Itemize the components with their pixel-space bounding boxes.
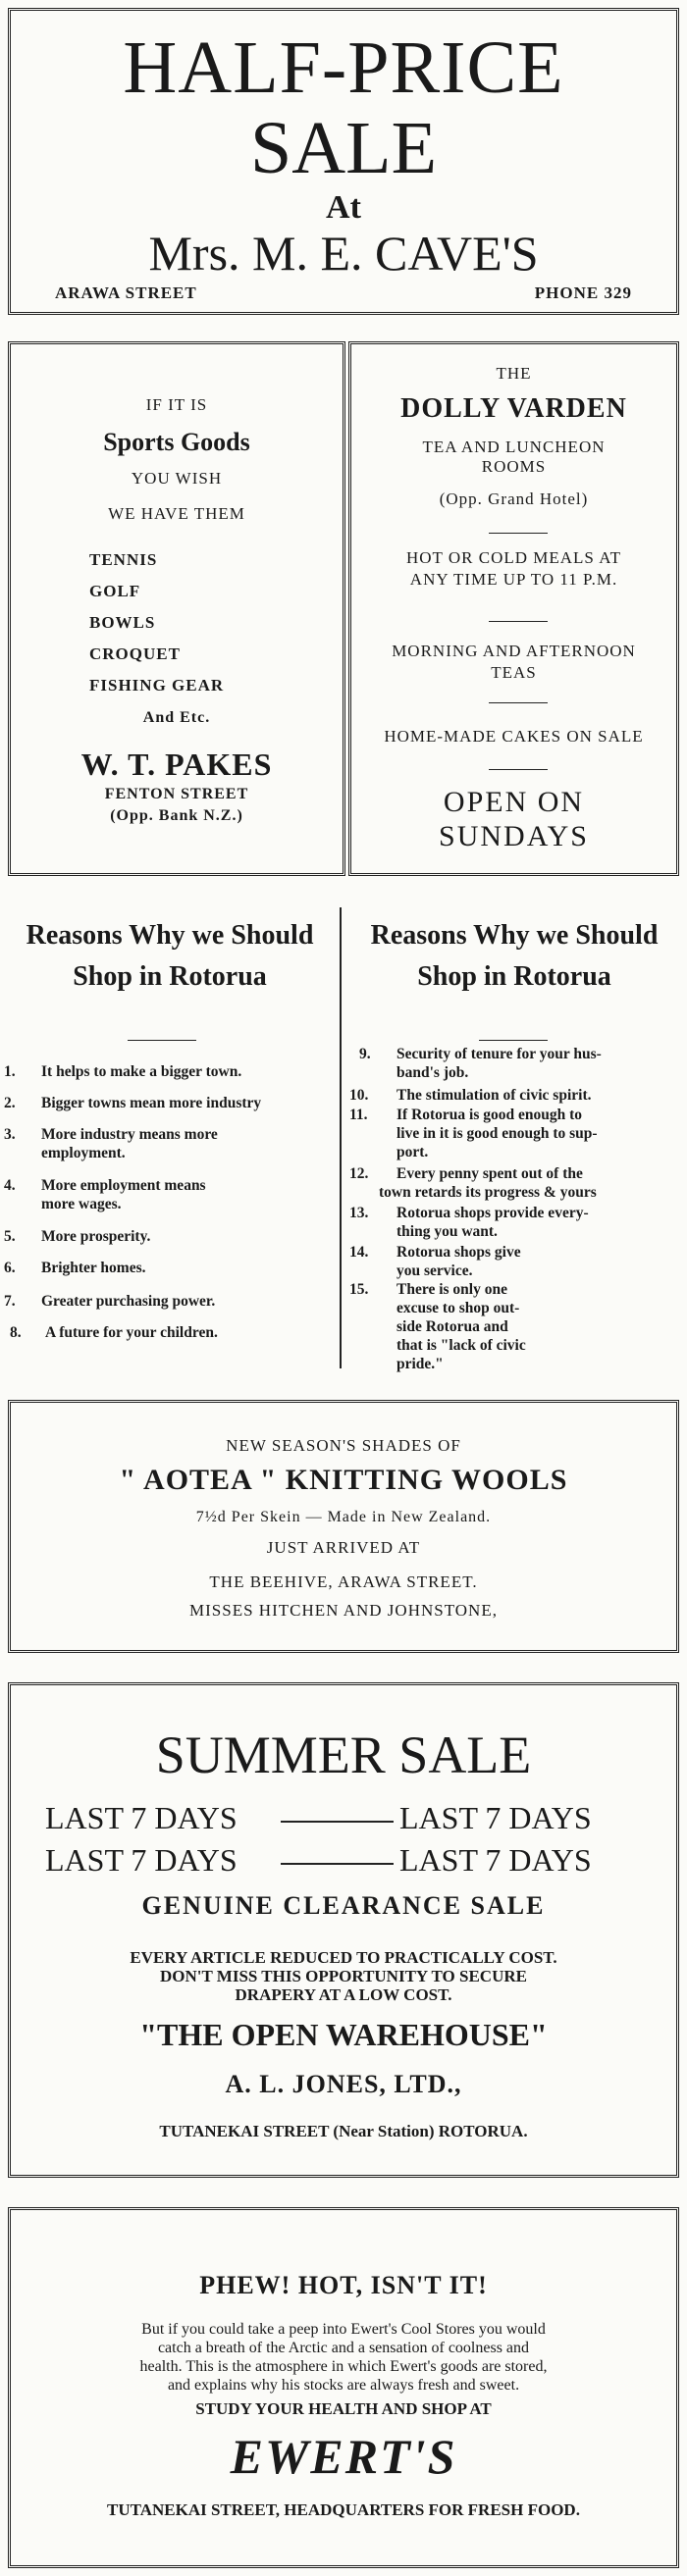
address-text: TUTANEKAI STREET (Near Station) ROTORUA. (159, 2122, 528, 2140)
reason-text: More employment means (41, 1177, 206, 1194)
divider-rule (489, 621, 548, 622)
reason-text: town retards its progress & yours (379, 1184, 597, 1201)
phew-body-3: health. This is the atmosphere in which Ewert's goods are stored, (139, 2358, 548, 2375)
item-tennis: TENNIS (89, 550, 158, 569)
item-fishing-gear: FISHING GEAR (89, 676, 225, 695)
divider-rule (479, 1040, 548, 1041)
ewerts-ad (8, 2207, 679, 2568)
reasons-left-column (0, 907, 340, 1368)
reason-text: The stimulation of civic spirit. (396, 1087, 592, 1104)
reason-text: Rotorua shops provide every- (396, 1205, 589, 1221)
aotea-headline: " AOTEA " KNITTING WOOLS (119, 1464, 568, 1496)
reason-text: Security of tenure for your hus- (396, 1046, 602, 1062)
divider-rule (489, 702, 548, 703)
meals-line-1: HOT OR COLD MEALS AT (406, 548, 621, 567)
reason-text: more wages. (41, 1196, 122, 1212)
arrived-text: JUST ARRIVED AT (266, 1538, 421, 1557)
reason-text: band's job. (396, 1064, 469, 1081)
reason-text: More prosperity. (41, 1228, 151, 1245)
last-days-text: LAST 7 DAYS (399, 1842, 592, 1878)
study-text: STUDY YOUR HEALTH AND SHOP AT (195, 2399, 492, 2418)
home-made-cakes-text: HOME-MADE CAKES ON SALE (384, 727, 644, 746)
reason-text: excuse to shop out- (396, 1300, 520, 1316)
cave-sale-ad (8, 8, 679, 315)
reasons-title-line-1: Reasons Why we Should (26, 920, 314, 951)
reason-text: that is "lack of civic (396, 1337, 526, 1354)
open-warehouse-text: "THE OPEN WAREHOUSE" (139, 2017, 548, 2052)
we-have-text: WE HAVE THEM (108, 504, 245, 523)
reason-text: More industry means more (41, 1126, 218, 1143)
address-text: TUTANEKAI STREET, HEADQUARTERS FOR FRESH FOOD. (107, 2500, 580, 2519)
reason-text: It helps to make a bigger town. (41, 1063, 242, 1080)
reasons-title-line-2: Shop in Rotorua (73, 961, 267, 992)
reason-number: 8. (10, 1324, 22, 1341)
reasons-title (342, 915, 687, 998)
reason-number: 7. (4, 1293, 16, 1310)
reason-text: A future for your children. (45, 1324, 218, 1341)
tea-luncheon-text: TEA AND LUNCHEON (422, 438, 606, 456)
meals-line-2: ANY TIME UP TO 11 P.M. (409, 570, 618, 589)
teas-line-2: TEAS (491, 663, 537, 682)
divider-rule (489, 769, 548, 770)
reason-number: 13. (349, 1205, 369, 1221)
reasons-title (0, 915, 340, 998)
store-text: THE BEEHIVE, ARAWA STREET. (209, 1572, 478, 1591)
reasons-title-line-1: Reasons Why we Should (370, 920, 659, 951)
street-text: FENTON STREET (104, 786, 249, 802)
dolly-varden-title: DOLLY VARDEN (400, 393, 627, 424)
dash-rule (281, 1821, 394, 1823)
last-days-text: LAST 7 DAYS (45, 1800, 238, 1835)
reason-text: side Rotorua and (396, 1318, 508, 1335)
you-wish-text: YOU WISH (131, 469, 223, 488)
last-days-text: LAST 7 DAYS (45, 1842, 238, 1878)
teas-line-1: MORNING AND AFTERNOON (392, 642, 636, 660)
aotea-wools-ad (8, 1400, 679, 1653)
reason-text: Rotorua shops give (396, 1244, 521, 1261)
if-it-is-text: IF IT IS (145, 395, 208, 414)
summer-body-1: EVERY ARTICLE REDUCED TO PRACTICALLY COST. (130, 1948, 557, 1967)
street-text: ARAWA STREET (55, 283, 197, 302)
divider-rule (489, 533, 548, 534)
dolly-varden-ad (348, 341, 679, 876)
summer-body-2: DON'T MISS THIS OPPORTUNITY TO SECURE (160, 1967, 527, 1985)
item-bowls: BOWLS (89, 613, 156, 632)
dash-rule (281, 1863, 394, 1865)
divider-rule (128, 1040, 196, 1041)
reason-number: 5. (4, 1228, 16, 1245)
reason-text: There is only one (396, 1281, 507, 1298)
price-text: 7½d Per Skein — Made in New Zealand. (195, 1509, 492, 1525)
phone-text: PHONE 329 (534, 283, 632, 302)
merchant-name: Mrs. M. E. CAVE'S (148, 226, 539, 281)
reasons-section (0, 907, 687, 1372)
misses-text: MISSES HITCHEN AND JOHNSTONE, (189, 1601, 498, 1620)
clearance-text: GENUINE CLEARANCE SALE (141, 1891, 546, 1920)
reason-number: 12. (349, 1165, 369, 1182)
last-days-text: LAST 7 DAYS (399, 1800, 592, 1835)
reason-text: Bigger towns mean more industry (41, 1095, 262, 1111)
reason-text: Brighter homes. (41, 1260, 146, 1276)
ewerts-brand: EWERT'S (230, 2429, 457, 2484)
sundays-text: SUNDAYS (439, 820, 589, 852)
reason-number: 3. (4, 1126, 16, 1143)
reason-number: 2. (4, 1095, 16, 1111)
summer-sale-headline: SUMMER SALE (155, 1726, 532, 1784)
reason-text: Every penny spent out of the (396, 1165, 583, 1182)
reason-text: live in it is good enough to sup- (396, 1125, 598, 1142)
sports-goods-headline: Sports Goods (103, 428, 250, 456)
reason-number: 11. (349, 1107, 368, 1123)
item-golf: GOLF (89, 582, 141, 600)
phew-body-4: and explains why his stocks are always fresh and sweet. (167, 2377, 520, 2394)
headline-sale: SALE (250, 107, 437, 189)
reason-text: port. (396, 1144, 429, 1160)
summer-sale-ad (8, 1682, 679, 2178)
open-on-text: OPEN ON (443, 786, 585, 818)
opp-text: (Opp. Bank N.Z.) (110, 807, 243, 824)
new-season-text: NEW SEASON'S SHADES OF (226, 1436, 461, 1455)
reason-text: pride." (396, 1356, 444, 1372)
reasons-title-line-2: Shop in Rotorua (417, 961, 611, 992)
opp-text: (Opp. Grand Hotel) (439, 489, 589, 508)
item-croquet: CROQUET (89, 644, 181, 663)
headline-half-price: HALF-PRICE (123, 26, 564, 109)
reason-number: 9. (359, 1046, 371, 1062)
reason-number: 14. (349, 1244, 369, 1261)
rooms-text: ROOMS (481, 457, 547, 476)
phew-body-1: But if you could take a peep into Ewert's Cool Stores you would (141, 2321, 546, 2338)
sports-goods-ad (8, 341, 345, 876)
and-etc-text: And Etc. (142, 709, 211, 726)
reason-number: 15. (349, 1281, 369, 1298)
reason-number: 4. (4, 1177, 16, 1194)
reason-number: 6. (4, 1260, 16, 1276)
phew-headline: PHEW! HOT, ISN'T IT! (199, 2271, 488, 2299)
company-text: A. L. JONES, LTD., (225, 2070, 462, 2098)
at-text: At (326, 189, 361, 226)
merchant-name: W. T. PAKES (80, 747, 273, 782)
summer-body-3: DRAPERY AT A LOW COST. (235, 1985, 452, 2004)
reason-number: 1. (4, 1063, 16, 1080)
reason-text: thing you want. (396, 1223, 498, 1240)
phew-body-2: catch a breath of the Arctic and a sensation of coolness and (157, 2340, 530, 2356)
reason-text: you service. (396, 1262, 473, 1279)
reason-text: If Rotorua is good enough to (396, 1107, 583, 1123)
reason-text: employment. (41, 1145, 126, 1161)
reason-number: 10. (349, 1087, 369, 1104)
reasons-right-column (342, 907, 687, 1372)
reason-text: Greater purchasing power. (41, 1293, 216, 1310)
the-text: THE (496, 364, 532, 383)
